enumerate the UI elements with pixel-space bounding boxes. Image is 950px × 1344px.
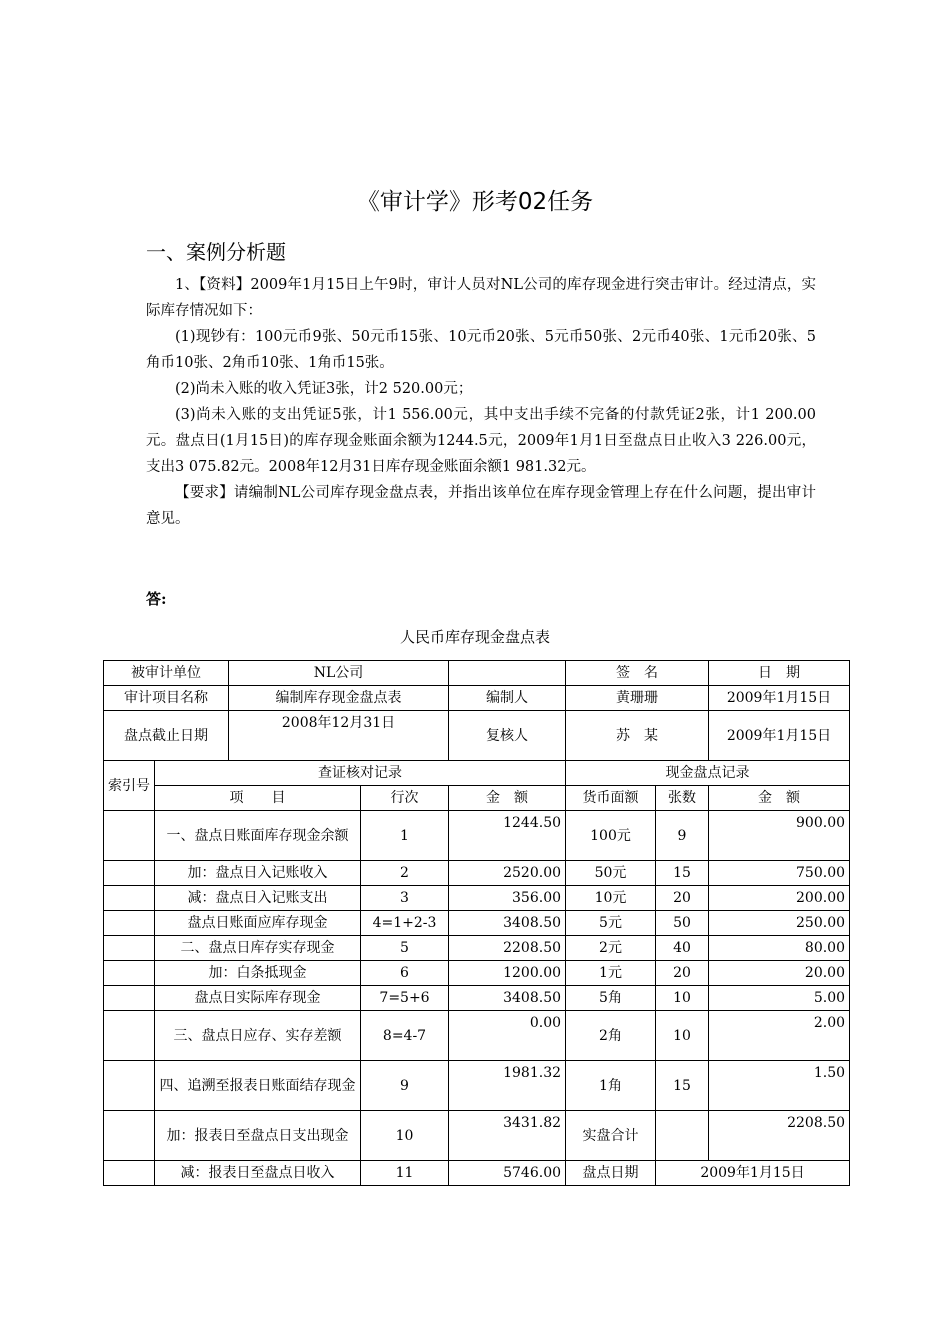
row-amount: 3408.50 (449, 911, 566, 936)
index-cell (104, 1161, 155, 1186)
cutoff-value: 2008年12月31日 (229, 711, 449, 761)
row-quantity: 20 (656, 961, 709, 986)
row-item: 加：白条抵现金 (155, 961, 361, 986)
index-label: 索引号 (104, 761, 155, 811)
count-record-label: 现金盘点记录 (566, 761, 850, 786)
project-label: 审计项目名称 (104, 686, 229, 711)
preparer-date: 2009年1月15日 (709, 686, 850, 711)
row-denomination: 2角 (566, 1011, 656, 1061)
row-amount: 0.00 (449, 1011, 566, 1061)
row-line: 5 (361, 936, 449, 961)
row-denomination: 10元 (566, 886, 656, 911)
row-line: 1 (361, 811, 449, 861)
row-amount-2: 900.00 (709, 811, 850, 861)
case-text (146, 272, 816, 532)
row-item: 二、盘点日库存实存现金 (155, 936, 361, 961)
row-denomination: 实盘合计 (566, 1111, 656, 1161)
table-row (104, 1111, 850, 1161)
row-amount: 1200.00 (449, 961, 566, 986)
row-line: 4=1+2-3 (361, 911, 449, 936)
index-cell (104, 1061, 155, 1111)
sign-label: 签 名 (566, 661, 709, 686)
row-item: 四、追溯至报表日账面结存现金 (155, 1061, 361, 1111)
verify-record-label: 查证核对记录 (155, 761, 566, 786)
row-quantity: 15 (656, 861, 709, 886)
row-item: 减：报表日至盘点日收入 (155, 1161, 361, 1186)
paragraph-cash: (1)现钞有：100元币9张、50元币15张、10元币20张、5元币50张、2元币40张、1元币20张、5角币10张、2角币10张、1角币15张。 (146, 329, 816, 371)
table-row (104, 1011, 850, 1061)
document-title: 《审计学》形考02任务 (356, 189, 594, 215)
count-date: 2009年1月15日 (656, 1161, 850, 1186)
row-amount-2: 250.00 (709, 911, 850, 936)
paragraph-material: 1、【资料】2009年1月15日上午9时，审计人员对NL公司的库存现金进行突击审计。经过清点，实际库存情况如下： (146, 277, 816, 319)
paragraph-requirement: 【要求】请编制NL公司库存现金盘点表，并指出该单位在库存现金管理上存在什么问题，提出审计意见。 (146, 485, 816, 527)
section-heading: 一、案例分析题 (146, 240, 286, 264)
cutoff-label: 盘点截止日期 (104, 711, 229, 761)
empty-cell (449, 661, 566, 686)
table-row (104, 911, 850, 936)
index-cell (104, 986, 155, 1011)
row-quantity (656, 1111, 709, 1161)
row-amount: 1244.50 (449, 811, 566, 861)
row-quantity: 20 (656, 886, 709, 911)
index-cell (104, 911, 155, 936)
reviewer-date: 2009年1月15日 (709, 711, 850, 761)
row-amount-2: 200.00 (709, 886, 850, 911)
col-denomination: 货币面额 (566, 786, 656, 811)
row-amount: 2208.50 (449, 936, 566, 961)
row-quantity: 10 (656, 986, 709, 1011)
row-quantity: 50 (656, 911, 709, 936)
reviewer-value: 苏 某 (566, 711, 709, 761)
row-quantity: 15 (656, 1061, 709, 1111)
col-amount: 金 额 (449, 786, 566, 811)
row-amount: 3431.82 (449, 1111, 566, 1161)
row-denomination: 50元 (566, 861, 656, 886)
table-body (104, 811, 850, 1161)
row-amount-2: 2208.50 (709, 1111, 850, 1161)
row-quantity: 10 (656, 1011, 709, 1061)
unit-label: 被审计单位 (104, 661, 229, 686)
col-quantity: 张数 (656, 786, 709, 811)
row-item: 一、盘点日账面库存现金余额 (155, 811, 361, 861)
table-row (104, 961, 850, 986)
row-line: 6 (361, 961, 449, 986)
date-label: 日 期 (709, 661, 850, 686)
reviewer-label: 复核人 (449, 711, 566, 761)
row-quantity: 9 (656, 811, 709, 861)
table-row (104, 811, 850, 861)
row-amount-2: 80.00 (709, 936, 850, 961)
answer-label: 答: (146, 590, 167, 608)
row-line: 10 (361, 1111, 449, 1161)
row-item: 盘点日实际库存现金 (155, 986, 361, 1011)
index-cell (104, 961, 155, 986)
paragraph-income-vouchers: (2)尚未入账的收入凭证3张，计2 520.00元； (175, 381, 473, 397)
col-line: 行次 (361, 786, 449, 811)
cash-count-table (103, 660, 850, 1186)
preparer-label: 编制人 (449, 686, 566, 711)
table-title: 人民币库存现金盘点表 (399, 628, 550, 646)
row-denomination: 1元 (566, 961, 656, 986)
row-amount: 5746.00 (449, 1161, 566, 1186)
row-denomination: 2元 (566, 936, 656, 961)
row-amount-2: 5.00 (709, 986, 850, 1011)
row-item: 三、盘点日应存、实存差额 (155, 1011, 361, 1061)
row-line: 11 (361, 1161, 449, 1186)
row-quantity: 40 (656, 936, 709, 961)
row-line: 2 (361, 861, 449, 886)
col-item: 项 目 (155, 786, 361, 811)
row-item: 加：报表日至盘点日支出现金 (155, 1111, 361, 1161)
row-item: 加：盘点日入记账收入 (155, 861, 361, 886)
row-denomination: 100元 (566, 811, 656, 861)
table-row (104, 936, 850, 961)
row-line: 3 (361, 886, 449, 911)
index-cell (104, 1111, 155, 1161)
unit-value: NL公司 (229, 661, 449, 686)
row-line: 9 (361, 1061, 449, 1111)
index-cell (104, 811, 155, 861)
preparer-value: 黄珊珊 (566, 686, 709, 711)
row-item: 盘点日账面应库存现金 (155, 911, 361, 936)
row-denomination: 5角 (566, 986, 656, 1011)
row-denomination: 盘点日期 (566, 1161, 656, 1186)
index-cell (104, 886, 155, 911)
row-amount-2: 1.50 (709, 1061, 850, 1111)
index-cell (104, 1011, 155, 1061)
row-amount-2: 750.00 (709, 861, 850, 886)
row-amount-2: 2.00 (709, 1011, 850, 1061)
table-row (104, 1061, 850, 1111)
row-amount: 2520.00 (449, 861, 566, 886)
col-amount-2: 金 额 (709, 786, 850, 811)
row-line: 7=5+6 (361, 986, 449, 1011)
row-amount-2: 20.00 (709, 961, 850, 986)
index-cell (104, 936, 155, 961)
project-value: 编制库存现金盘点表 (229, 686, 449, 711)
row-denomination: 5元 (566, 911, 656, 936)
table-row (104, 986, 850, 1011)
row-amount: 356.00 (449, 886, 566, 911)
row-denomination: 1角 (566, 1061, 656, 1111)
table-row (104, 861, 850, 886)
row-amount: 1981.32 (449, 1061, 566, 1111)
row-amount: 3408.50 (449, 986, 566, 1011)
table-row (104, 886, 850, 911)
index-cell (104, 861, 155, 886)
row-item: 减：盘点日入记账支出 (155, 886, 361, 911)
row-line: 8=4-7 (361, 1011, 449, 1061)
paragraph-expense-vouchers: (3)尚未入账的支出凭证5张，计1 556.00元，其中支出手续不完备的付款凭证2张，计1 200.00元。盘点日(1月15日)的库存现金账面余额为1244.5元，2009年1月1日至盘点日止收入3 226.00元，支出3 075.82元。2008年12月31日库存现金账面余额1 981.32元。 (146, 407, 816, 475)
